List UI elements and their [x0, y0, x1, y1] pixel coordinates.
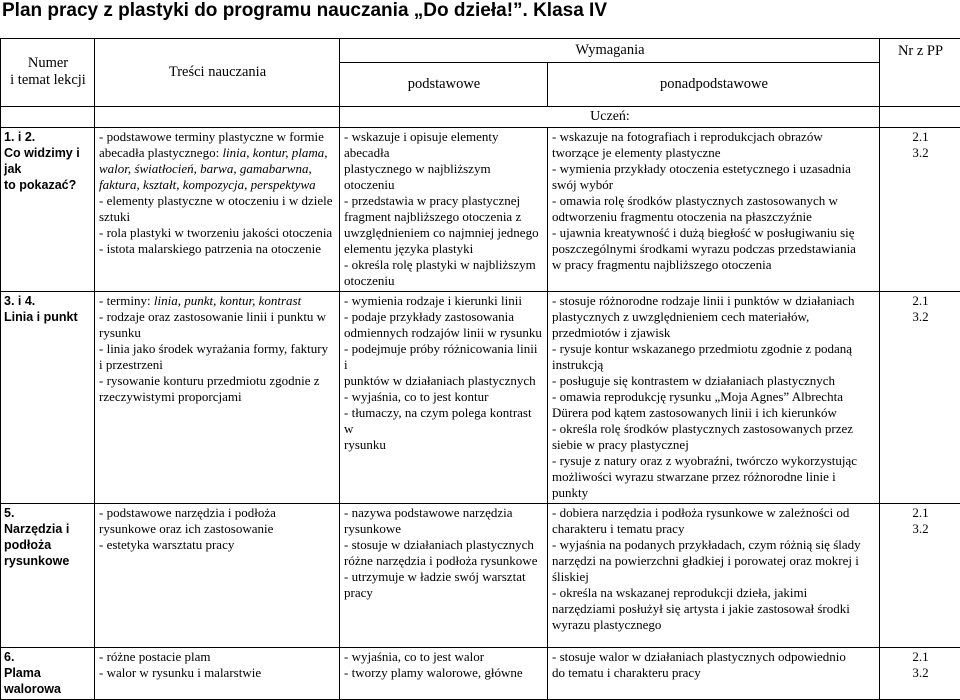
podstawowe-cell	[340, 292, 548, 504]
tresci-cell	[95, 292, 340, 504]
uczen-blank-3	[880, 107, 960, 128]
tresci-text: - podstawowe terminy plastyczne w formie	[99, 129, 324, 144]
tresci-term: linia, kontur, plama,	[222, 145, 327, 160]
nr-pp-value: 2.1	[884, 505, 957, 521]
lesson-cell	[1, 128, 95, 292]
ponad-line: - rysuje z natury oraz z wyobraźni, twórczo wykorzystując	[552, 453, 876, 469]
tresci-line	[99, 521, 336, 537]
lesson-title-line: podłoża	[4, 537, 91, 553]
ponad-line: - posługuje się kontrastem w działaniach plastycznych	[552, 373, 876, 389]
lesson-title-line: to pokazać?	[4, 177, 91, 193]
ponad-line: - wyjaśnia na podanych przykładach, czym różnią się ślady	[552, 537, 876, 553]
tresci-term: linia, punkt, kontur, kontrast	[154, 293, 301, 308]
tresci-line	[99, 177, 336, 193]
nr-pp-cell	[880, 128, 960, 292]
tresci-text: - rodzaje oraz zastosowanie linii i punktu w	[99, 309, 326, 324]
podstawowe-line: uwzględnieniem co najmniej jednego	[344, 225, 544, 241]
nr-pp-cell	[880, 648, 960, 700]
tresci-text: i przestrzeni	[99, 357, 163, 372]
podstawowe-line: - podaje przykłady zastosowania	[344, 309, 544, 325]
podstawowe-line: - wskazuje i opisuje elementy abecadła	[344, 129, 544, 161]
podstawowe-line: elementu języka plastyki	[344, 241, 544, 257]
podstawowe-cell	[340, 648, 548, 700]
podstawowe-line: punktów w działaniach plastycznych	[344, 373, 544, 389]
tresci-line	[99, 325, 336, 341]
page-title: Plan pracy z plastyki do programu nauczania „Do dzieła!”. Klasa IV	[2, 0, 607, 22]
tresci-text: - rysowanie konturu przedmiotu zgodnie z	[99, 373, 320, 388]
tresci-text: - elementy plastyczne w otoczeniu i w dziele	[99, 193, 333, 208]
nr-pp-value: 2.1	[884, 649, 957, 665]
lesson-cell	[1, 648, 95, 700]
podstawowe-line: - przedstawia w pracy plastycznej	[344, 193, 544, 209]
tresci-line	[99, 649, 336, 665]
podstawowe-line: - wyjaśnia, co to jest kontur	[344, 389, 544, 405]
tresci-text: - walor w rysunku i malarstwie	[99, 665, 261, 680]
ponad-line: możliwości wyrazu stwarzane przez różnorodne linie i	[552, 469, 876, 485]
ponad-line: śliskiej	[552, 569, 876, 585]
podstawowe-line: różne narzędzia i podłoża rysunkowe	[344, 553, 544, 569]
tresci-text: - rola plastyki w tworzeniu jakości otoczenia	[99, 225, 332, 240]
podstawowe-line: - nazywa podstawowe narzędzia	[344, 505, 544, 521]
nr-pp-value: 2.1	[884, 293, 957, 309]
ponad-line: poszczególnymi środkami wyrazu podczas przedstawiania	[552, 241, 876, 257]
ponadpodstawowe-cell	[548, 504, 880, 648]
tresci-cell	[95, 504, 340, 648]
table-row	[1, 504, 960, 648]
tresci-line	[99, 241, 336, 257]
ponad-line: Dürera pod kątem zastosowanych linii i ich kierunków	[552, 405, 876, 421]
ponadpodstawowe-cell	[548, 292, 880, 504]
tresci-text: sztuki	[99, 209, 130, 224]
tresci-line	[99, 373, 336, 389]
ponad-line: - stosuje walor w działaniach plastycznych odpowiednio	[552, 649, 876, 665]
podstawowe-line: - stosuje w działaniach plastycznych	[344, 537, 544, 553]
ponadpodstawowe-cell	[548, 128, 880, 292]
ponad-line: tworzące je elementy plastyczne	[552, 145, 876, 161]
lesson-title-line: Co widzimy i jak	[4, 145, 91, 177]
tresci-line	[99, 309, 336, 325]
header-uczen: Uczeń:	[340, 107, 880, 128]
ponad-line: - omawia rolę środków plastycznych zastosowanych w	[552, 193, 876, 209]
ponad-line: w pracy fragmentu najbliższego otoczenia	[552, 257, 876, 273]
ponad-line: wyrazu plastycznego	[552, 617, 876, 633]
tresci-text: - linia jako środek wyrażania formy, faktury	[99, 341, 328, 356]
podstawowe-cell	[340, 128, 548, 292]
header-tresci: Treści nauczania	[95, 39, 340, 107]
podstawowe-line: - podejmuje próby różnicowania linii i	[344, 341, 544, 373]
header-lesson	[1, 39, 95, 107]
lesson-title-line: rysunkowe	[4, 553, 91, 569]
ponad-line: punkty	[552, 485, 876, 501]
tresci-text: rzeczywistymi proporcjami	[99, 389, 242, 404]
ponad-line: - wymienia przykłady otoczenia estetycznego i uzasadnia	[552, 161, 876, 177]
tresci-text: - różne postacie plam	[99, 649, 211, 664]
lesson-title-line: Narzędzia i	[4, 521, 91, 537]
lesson-title-line: 3. i 4.	[4, 293, 91, 309]
ponadpodstawowe-cell	[548, 648, 880, 700]
nr-pp-value: 3.2	[884, 521, 957, 537]
tresci-text: walor, światłocień, barwa, gamabarwna,	[99, 161, 312, 176]
tresci-line	[99, 209, 336, 225]
tresci-line	[99, 225, 336, 241]
podstawowe-line: - tłumaczy, na czym polega kontrast w	[344, 405, 544, 437]
ponad-line: - określa na wskazanej reprodukcji dzieła, jakimi	[552, 585, 876, 601]
ponad-line: - rysuje kontur wskazanego przedmiotu zgodnie z podaną	[552, 341, 876, 357]
header-numer: Numer	[5, 55, 91, 72]
ponad-line: - ujawnia kreatywność i dużą biegłość w posługiwaniu się	[552, 225, 876, 241]
tresci-text: abecadła plastycznego:	[99, 145, 222, 160]
ponad-line: - omawia reprodukcję rysunku „Moja Agnes” Albrechta	[552, 389, 876, 405]
podstawowe-line: fragment najbliższego otoczenia z	[344, 209, 544, 225]
podstawowe-line: rysunku	[344, 437, 544, 453]
header-temat: i temat lekcji	[5, 72, 91, 89]
tresci-line	[99, 389, 336, 405]
ponad-line: przedmiotów i zjawisk	[552, 325, 876, 341]
header-nr-pp: Nr z PP	[880, 39, 960, 107]
lesson-title-line: Plama walorowa	[4, 665, 91, 697]
nr-pp-cell	[880, 504, 960, 648]
tresci-text: - istota malarskiego patrzenia na otoczenie	[99, 241, 321, 256]
tresci-line	[99, 129, 336, 145]
lesson-title-line: Linia i punkt	[4, 309, 91, 325]
plan-table	[0, 38, 960, 700]
tresci-line	[99, 161, 336, 177]
nr-pp-value: 3.2	[884, 309, 957, 325]
lesson-cell	[1, 504, 95, 648]
tresci-text: faktura, kształt, kompozycja, perspektywa	[99, 177, 316, 192]
ponad-line: - określa rolę środków plastycznych zastosowanych przez	[552, 421, 876, 437]
tresci-line	[99, 537, 336, 553]
tresci-line	[99, 193, 336, 209]
tresci-text: - estetyka warsztatu pracy	[99, 537, 234, 552]
table-row	[1, 648, 960, 700]
table-row	[1, 128, 960, 292]
tresci-line	[99, 505, 336, 521]
tresci-text: rysunkowe oraz ich zastosowanie	[99, 521, 273, 536]
tresci-cell	[95, 648, 340, 700]
ponad-line: siebie w pracy plastycznej	[552, 437, 876, 453]
tresci-text: - podstawowe narzędzia i podłoża	[99, 505, 276, 520]
ponad-line: plastycznych z uwzględnieniem cech materiałów,	[552, 309, 876, 325]
ponad-line: narzędzi na powierzchni gładkiej i porowatej oraz mokrej i	[552, 553, 876, 569]
header-ponadpodstawowe: ponadpodstawowe	[548, 63, 880, 107]
podstawowe-line: - wymienia rodzaje i kierunki linii	[344, 293, 544, 309]
header-wymagania: Wymagania	[340, 39, 880, 63]
tresci-line	[99, 357, 336, 373]
header-podstawowe: podstawowe	[340, 63, 548, 107]
podstawowe-line: - określa rolę plastyki w najbliższym	[344, 257, 544, 273]
ponad-line: narzędziami posłużył się artysta i jakie zastosował środki	[552, 601, 876, 617]
lesson-title-line: 1. i 2.	[4, 129, 91, 145]
nr-pp-value: 3.2	[884, 665, 957, 681]
tresci-line	[99, 665, 336, 681]
nr-pp-value: 3.2	[884, 145, 957, 161]
ponad-line: - wskazuje na fotografiach i reprodukcjach obrazów	[552, 129, 876, 145]
tresci-cell	[95, 128, 340, 292]
ponad-line: odtworzeniu fragmentu otoczenia na płaszczyźnie	[552, 209, 876, 225]
lesson-title-line: 6.	[4, 649, 91, 665]
ponad-line: charakteru i tematu pracy	[552, 521, 876, 537]
podstawowe-line: - tworzy plamy walorowe, główne	[344, 665, 544, 681]
tresci-line	[99, 293, 336, 309]
podstawowe-line: rysunkowe	[344, 521, 544, 537]
uczen-blank-1	[1, 107, 95, 128]
ponad-line: - stosuje różnorodne rodzaje linii i punktów w działaniach	[552, 293, 876, 309]
nr-pp-cell	[880, 292, 960, 504]
tresci-line	[99, 145, 336, 161]
nr-pp-value: 2.1	[884, 129, 957, 145]
tresci-text: - terminy:	[99, 293, 154, 308]
tresci-text: rysunku	[99, 325, 141, 340]
ponad-line: do tematu i charakteru pracy	[552, 665, 876, 681]
ponad-line: swój wybór	[552, 177, 876, 193]
ponad-line: instrukcją	[552, 357, 876, 373]
podstawowe-cell	[340, 504, 548, 648]
uczen-blank-2	[95, 107, 340, 128]
ponad-line: - dobiera narzędzia i podłoża rysunkowe w zależności od	[552, 505, 876, 521]
podstawowe-line: plastycznego w najbliższym otoczeniu	[344, 161, 544, 193]
podstawowe-line: - wyjaśnia, co to jest walor	[344, 649, 544, 665]
podstawowe-line: odmiennych rodzajów linii w rysunku	[344, 325, 544, 341]
podstawowe-line: otoczeniu	[344, 273, 544, 289]
lesson-cell	[1, 292, 95, 504]
table-row	[1, 292, 960, 504]
podstawowe-line: - utrzymuje w ładzie swój warsztat	[344, 569, 544, 585]
lesson-title-line: 5.	[4, 505, 91, 521]
tresci-line	[99, 341, 336, 357]
podstawowe-line: pracy	[344, 585, 544, 601]
